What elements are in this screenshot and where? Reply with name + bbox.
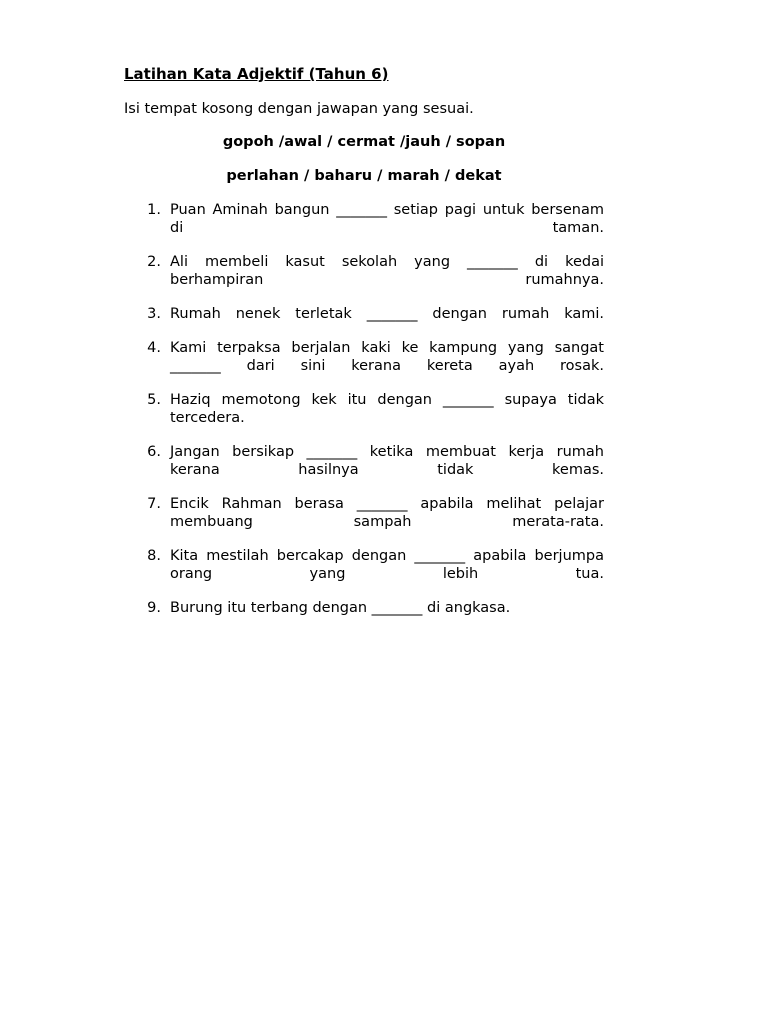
question-text: Encik Rahman berasa _______ apabila melihat pelajar membuang sampah merata-rata. [170,496,604,530]
question-item [124,599,604,617]
question-number: 7. [147,496,161,512]
question-number: 3. [147,306,161,322]
question-number: 2. [147,254,161,270]
worksheet-title: Latihan Kata Adjektif (Tahun 6) [124,65,389,83]
question-text: Ali membeli kasut sekolah yang _______ di kedai berhampiran rumahnya. [170,254,604,288]
question-number: 9. [147,600,161,616]
question-item [124,253,604,289]
worksheet-page [124,64,604,633]
question-number: 4. [147,340,161,356]
instruction-text: Isi tempat kosong dengan jawapan yang sesuai. [124,101,474,117]
question-item [124,547,604,583]
question-list [124,201,604,617]
question-text: Haziq memotong kek itu dengan _______ supaya tidak tercedera. [170,392,604,426]
question-number: 6. [147,444,161,460]
question-text: Kami terpaksa berjalan kaki ke kampung yang sangat _______ dari sini kerana kereta ayah rosak. [170,340,604,374]
question-item [124,201,604,237]
question-item [124,305,604,323]
question-item [124,495,604,531]
question-item [124,339,604,375]
question-text: Kita mestilah bercakap dengan _______ apabila berjumpa orang yang lebih tua. [170,548,604,582]
question-number: 1. [147,202,161,218]
question-item [124,391,604,427]
question-number: 8. [147,548,161,564]
question-number: 5. [147,392,161,408]
question-text: Jangan bersikap _______ ketika membuat kerja rumah kerana hasilnya tidak kemas. [170,444,604,478]
word-bank-row-2: perlahan / baharu / marah / dekat [226,168,502,184]
question-text: Puan Aminah bangun _______ setiap pagi untuk bersenam di taman. [170,202,604,236]
question-item [124,443,604,479]
word-bank-row-1: gopoh /awal / cermat /jauh / sopan [222,134,506,150]
question-text: Burung itu terbang dengan _______ di angkasa. [170,600,511,616]
question-text: Rumah nenek terletak _______ dengan rumah kami. [170,306,604,322]
